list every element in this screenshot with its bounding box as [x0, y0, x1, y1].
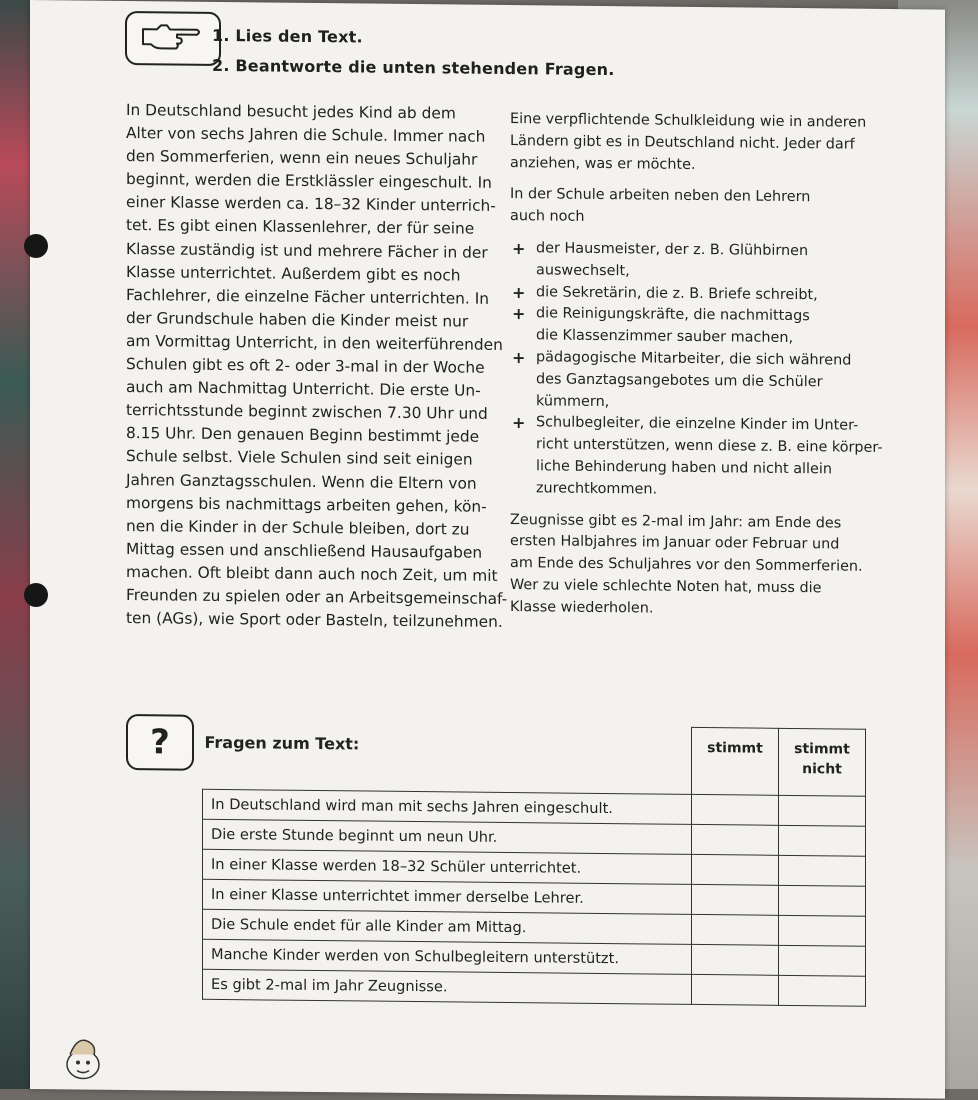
answer-cell-true[interactable] — [692, 944, 779, 975]
bullet-item: + die Reinigungskräfte, die nachmittags — [512, 304, 810, 325]
text-line: auswechselt, — [536, 262, 630, 280]
answer-cell-false[interactable] — [779, 795, 866, 826]
bullet-item: + die Sekretärin, die z. B. Briefe schreibt, — [512, 282, 818, 303]
text-line: der Grundschule haben die Kinder meist nur — [126, 308, 469, 331]
bullet-item: + Schulbegleiter, die einzelne Kinder im Unter- — [512, 413, 859, 435]
text-line: die Klassenzimmer sauber machen, — [536, 327, 794, 347]
text-line: machen. Oft bleibt dann auch noch Zeit, um mit — [126, 562, 498, 585]
plus-bullet-icon: + — [512, 348, 526, 368]
worksheet-paper — [30, 0, 945, 1099]
text-line: Fachlehrer, die einzelne Fächer unterrichten. In — [126, 285, 490, 308]
answer-cell-false[interactable] — [779, 885, 866, 916]
text-line: Klasse wiederholen. — [510, 598, 654, 617]
questions-title: Fragen zum Text: — [204, 732, 360, 753]
text-line: Klasse unterrichtet. Außerdem gibt es noch — [126, 262, 461, 285]
plus-bullet-icon: + — [512, 282, 526, 302]
question-mark-icon: ? — [126, 714, 194, 771]
text-line: ersten Halbjahres im Januar oder Februar und — [510, 533, 840, 553]
answer-cell-false[interactable] — [779, 975, 866, 1006]
plus-bullet-icon: + — [512, 239, 526, 259]
question-text: In einer Klasse unterrichtet immer derselbe Lehrer. — [203, 879, 692, 914]
plus-bullet-icon: + — [512, 304, 526, 324]
answer-cell-true[interactable] — [692, 824, 779, 855]
text-line: Freunden zu spielen oder an Arbeitsgemeinschaf- — [126, 585, 508, 608]
bullet-item: + der Hausmeister, der z. B. Glühbirnen — [512, 239, 809, 260]
text-line: In der Schule arbeiten neben den Lehrern — [510, 186, 811, 206]
text-line: kümmern, — [536, 392, 610, 410]
text-line: am Vormittag Unterricht, in den weiterführenden — [126, 331, 503, 354]
table-row — [203, 969, 866, 1006]
question-text: Manche Kinder werden von Schulbegleitern unterstützt. — [203, 939, 692, 974]
answer-cell-true[interactable] — [692, 794, 779, 825]
answer-cell-true[interactable] — [692, 884, 779, 915]
plus-bullet-icon: + — [512, 413, 526, 433]
instruction-step-1: 1. Lies den Text. — [212, 25, 363, 47]
text-line: Mittag essen und anschließend Hausaufgaben — [126, 539, 483, 562]
text-line: tet. Es gibt einen Klassenlehrer, der für seine — [126, 216, 475, 239]
text-line: 8.15 Uhr. Den genauen Beginn bestimmt jede — [126, 424, 480, 447]
text-line: Schule selbst. Viele Schulen sind seit einigen — [126, 447, 473, 470]
column-header-true: stimmt — [692, 727, 779, 795]
text-line: In Deutschland besucht jedes Kind ab dem — [126, 101, 456, 123]
pointing-hand-icon — [125, 11, 221, 66]
text-line: des Ganztagsangebotes um die Schüler — [536, 371, 823, 391]
question-text: Es gibt 2-mal im Jahr Zeugnisse. — [203, 969, 692, 1004]
text-line: Eine verpflichtende Schulkleidung wie in anderen — [510, 111, 867, 131]
text-line: richt unterstützen, wenn diese z. B. eine körper- — [536, 436, 883, 457]
answer-cell-false[interactable] — [779, 825, 866, 856]
question-text: Die Schule endet für alle Kinder am Mittag. — [203, 909, 692, 944]
text-line: Alter von sechs Jahren die Schule. Immer nach — [126, 124, 486, 146]
answer-cell-false[interactable] — [779, 945, 866, 976]
text-line: nen die Kinder in der Schule bleiben, dort zu — [126, 516, 470, 539]
text-line: Zeugnisse gibt es 2-mal im Jahr: am Ende des — [510, 511, 842, 532]
text-line: am Ende des Schuljahres vor den Sommerferien. — [510, 555, 863, 575]
punch-hole — [24, 583, 48, 607]
answer-cell-false[interactable] — [779, 855, 866, 886]
punch-hole — [24, 234, 48, 258]
text-line: Klasse zuständig ist und mehrere Fächer in der — [126, 239, 488, 262]
question-text: Die erste Stunde beginnt um neun Uhr. — [203, 819, 692, 854]
text-line: liche Behinderung haben und nicht allein — [536, 458, 833, 478]
text-line: morgens bis nachmittags arbeiten gehen, kön- — [126, 493, 487, 516]
text-line: anziehen, was er möchte. — [510, 154, 696, 173]
bullet-item: + pädagogische Mitarbeiter, die sich während — [512, 348, 852, 369]
text-line: Ländern gibt es in Deutschland nicht. Jeder darf — [510, 132, 855, 153]
text-line: zurechtkommen. — [536, 480, 658, 498]
text-column-right — [510, 109, 883, 622]
answer-cell-false[interactable] — [779, 915, 866, 946]
answer-cell-true[interactable] — [692, 854, 779, 885]
text-line: auch noch — [510, 208, 585, 225]
text-line: Wer zu viele schlechte Noten hat, muss die — [510, 576, 822, 597]
question-text: In einer Klasse werden 18–32 Schüler unterrichtet. — [203, 849, 692, 884]
instruction-step-2: 2. Beantworte die unten stehenden Fragen. — [212, 55, 615, 80]
text-line: den Sommerferien, wenn ein neues Schuljahr — [126, 147, 478, 169]
answer-cell-true[interactable] — [692, 914, 779, 945]
question-text: In Deutschland wird man mit sechs Jahren eingeschult. — [203, 789, 692, 824]
column-header-false: stimmt nicht — [779, 728, 866, 796]
text-column-left — [126, 99, 506, 634]
text-line: terrichtsstunde beginnt zwischen 7.30 Uhr und — [126, 401, 488, 424]
mascot-drawing-icon — [60, 1030, 106, 1090]
questions-table — [202, 722, 866, 1007]
answer-cell-true[interactable] — [692, 974, 779, 1005]
text-line: auch am Nachmittag Unterricht. Die erste Un- — [126, 378, 481, 400]
text-line: beginnt, werden die Erstklässler eingeschult. In — [126, 170, 492, 193]
text-line: ten (AGs), wie Sport oder Basteln, teilzunehmen. — [126, 609, 503, 632]
text-line: Jahren Ganztagsschulen. Wenn die Eltern von — [126, 470, 477, 493]
text-line: Schulen gibt es oft 2- oder 3-mal in der Woche — [126, 355, 485, 377]
text-line: einer Klasse werden ca. 18–32 Kinder unterrich- — [126, 193, 496, 216]
questions-table-wrap — [202, 722, 866, 1007]
